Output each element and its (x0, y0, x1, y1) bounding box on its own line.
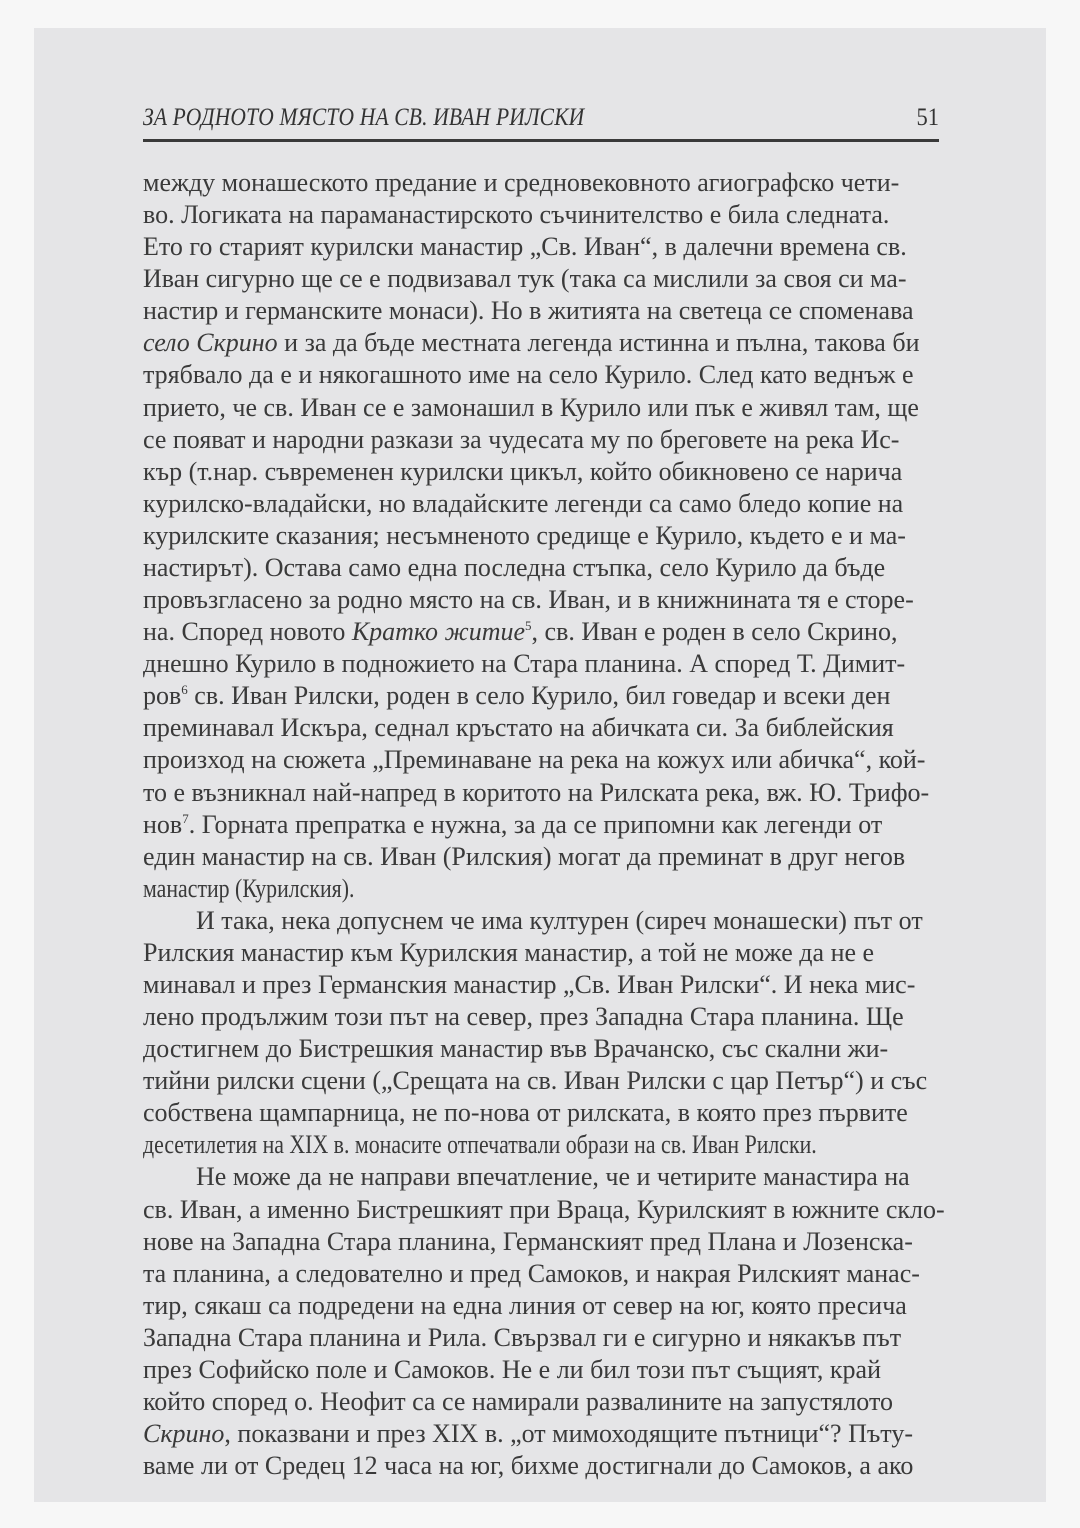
text-line (143, 1226, 939, 1258)
text-line (143, 456, 939, 488)
text-run: провъзгласено за родно място на св. Иван, и в книжнината тя е сторе- (143, 585, 914, 615)
text-run: Иван сигурно ще се е подвизавал тук (така са мислили за своя си ма- (143, 264, 907, 294)
text-line (143, 841, 939, 873)
text-run: кър (т.нар. съвременен курилски цикъл, който обикновено се нарича (143, 456, 903, 486)
text-line (143, 359, 939, 391)
text-run: св. Иван, а именно Бистрешкият при Враца, Курилският в южните скло- (143, 1194, 945, 1224)
text-run: собствена щампарница, не по-нова от рилската, в която през първите (143, 1098, 908, 1128)
text-line (143, 1386, 939, 1418)
italic-text: село Скрино (143, 328, 278, 358)
text-run: манастир (Курилския). (143, 873, 355, 903)
text-line (143, 520, 939, 552)
text-line (143, 1001, 939, 1033)
text-line (143, 199, 939, 231)
text-run: един манастир на св. Иван (Рилския) могат да преминат в друг негов (143, 841, 906, 871)
text-run: настир и германските монаси). Но в житията на светеца се споменава (143, 296, 914, 326)
footnote-ref: 6 (181, 682, 188, 698)
text-run: то е възникнал най-напред в коритото на Рилската река, вж. Ю. Трифо- (143, 777, 930, 807)
text-run: десетилетия на XIX в. монасите отпечатвали образи на св. Иван Рилски. (143, 1130, 817, 1160)
text-line (143, 1033, 939, 1065)
header-rule (143, 139, 939, 142)
text-line (143, 327, 939, 359)
text-line (143, 392, 939, 424)
text-run: Не може да не направи впечатление, че и четирите манастира на (196, 1162, 910, 1192)
text-run: достигнем до Бистрешкия манастир във Врачанско, със скални жи- (143, 1034, 889, 1064)
text-line (143, 873, 939, 905)
text-run: се появат и народни разкази за чудесата му по бреговете на река Ис- (143, 424, 900, 454)
text-line (143, 1450, 939, 1482)
text-run: , св. Иван е роден в село Скрино, (531, 617, 898, 647)
text-line (143, 1418, 939, 1450)
text-line (143, 263, 939, 295)
text-run: Западна Стара планина и Рила. Свързвал ги е сигурно и някакъв път (143, 1322, 902, 1352)
text-run: трябвало да е и някогашното име на село Курило. След като веднъж е (143, 360, 914, 390)
text-line (143, 295, 939, 327)
footnote-ref: 5 (525, 618, 532, 634)
text-run: тийни рилски сцени („Срещата на св. Иван Рилски с цар Петър“) и със (143, 1066, 928, 1096)
text-line (143, 1065, 939, 1097)
text-run: Рилския манастир към Курилския манастир, а той не може да не е (143, 937, 875, 967)
text-line (143, 1290, 939, 1322)
running-title: ЗА РОДНОТО МЯСТО НА СВ. ИВАН РИЛСКИ (143, 104, 585, 131)
text-run: прието, че св. Иван се е замонашил в Курило или пък е живял там, ще (143, 392, 919, 422)
text-run: та планина, а следователно и пред Самоков, и накрая Рилският манас- (143, 1258, 920, 1288)
footnote-ref: 7 (182, 810, 189, 826)
text-run: настирът). Остава само една последна стъпка, село Курило да бъде (143, 552, 886, 582)
text-run: нове на Западна Стара планина, Германският пред Плана и Лозенска- (143, 1226, 913, 1256)
text-run: лено продължим този път на север, през Западна Стара планина. Ще (143, 1002, 904, 1032)
text-run: , показвани и през XIX в. „от мимоходящите пътници“? Пъту- (224, 1419, 913, 1449)
text-line (143, 648, 939, 680)
text-run: между монашеското предание и средновековното агиографско чети- (143, 168, 900, 197)
text-line (143, 552, 939, 584)
text-run: минавал и през Германския манастир „Св. Иван Рилски“. И нека мис- (143, 970, 916, 999)
text-run: св. Иван Рилски, роден в село Курило, бил говедар и всеки ден (187, 681, 891, 711)
text-run: през Софийско поле и Самоков. Не е ли бил този път същият, край (143, 1354, 881, 1384)
text-run: днешно Курило в подножието на Стара планина. А според Т. Димит- (143, 649, 906, 679)
text-run: ваме ли от Средец 12 часа на юг, бихме достигнали до Самоков, а ако (143, 1451, 914, 1481)
text-run: во. Логиката на параманастирското съчинителство е била следната. (143, 200, 890, 230)
text-line (143, 905, 939, 937)
text-run: нов (143, 809, 183, 839)
italic-text: Скрино (143, 1419, 225, 1449)
text-line (143, 424, 939, 456)
text-line (143, 231, 939, 263)
text-line (143, 1129, 939, 1161)
running-header (143, 104, 939, 136)
text-run: ров (143, 681, 182, 711)
text-line (143, 969, 939, 1001)
text-line (143, 712, 939, 744)
text-run: курилско-владайски, но владайските легенди са само бледо копие на (143, 488, 904, 518)
text-line (143, 167, 939, 199)
text-line (143, 584, 939, 616)
text-run: . Горната препратка е нужна, за да се припомни как легенди от (188, 809, 883, 839)
text-line (143, 1258, 939, 1290)
text-line (143, 744, 939, 776)
text-run: преминавал Искъра, седнал кръстато на абичката си. За библейския (143, 713, 894, 743)
text-run: на. Според новото (143, 617, 352, 647)
text-line (143, 1161, 939, 1193)
text-run: курилските сказания; несъмненото средище е Курило, където е и ма- (143, 520, 906, 550)
text-run: И така, нека допуснем че има културен (сиреч монашески) път от (196, 905, 923, 935)
text-line (143, 937, 939, 969)
text-line (143, 488, 939, 520)
text-line (143, 1097, 939, 1129)
text-line (143, 809, 939, 841)
text-line (143, 680, 939, 712)
text-line (143, 1354, 939, 1386)
text-run: и за да бъде местната легенда истинна и пълна, такова би (277, 328, 920, 358)
page-number: 51 (916, 104, 939, 131)
text-run: Ето го старият курилски манастир „Св. Иван“, в далечни времена св. (143, 232, 907, 262)
italic-text: Кратко житие (351, 617, 526, 647)
text-run: произход на сюжета „Преминаване на река на кожух или абичка“, кой- (143, 745, 926, 775)
text-run: който според о. Неофит са се намирали развалините на запустялото (143, 1387, 893, 1417)
text-run: тир, сякаш са подредени на една линия от север на юг, която пресича (143, 1290, 907, 1320)
text-line (143, 1194, 945, 1226)
text-line (143, 1322, 939, 1354)
text-line (143, 777, 939, 809)
text-line (143, 616, 939, 648)
